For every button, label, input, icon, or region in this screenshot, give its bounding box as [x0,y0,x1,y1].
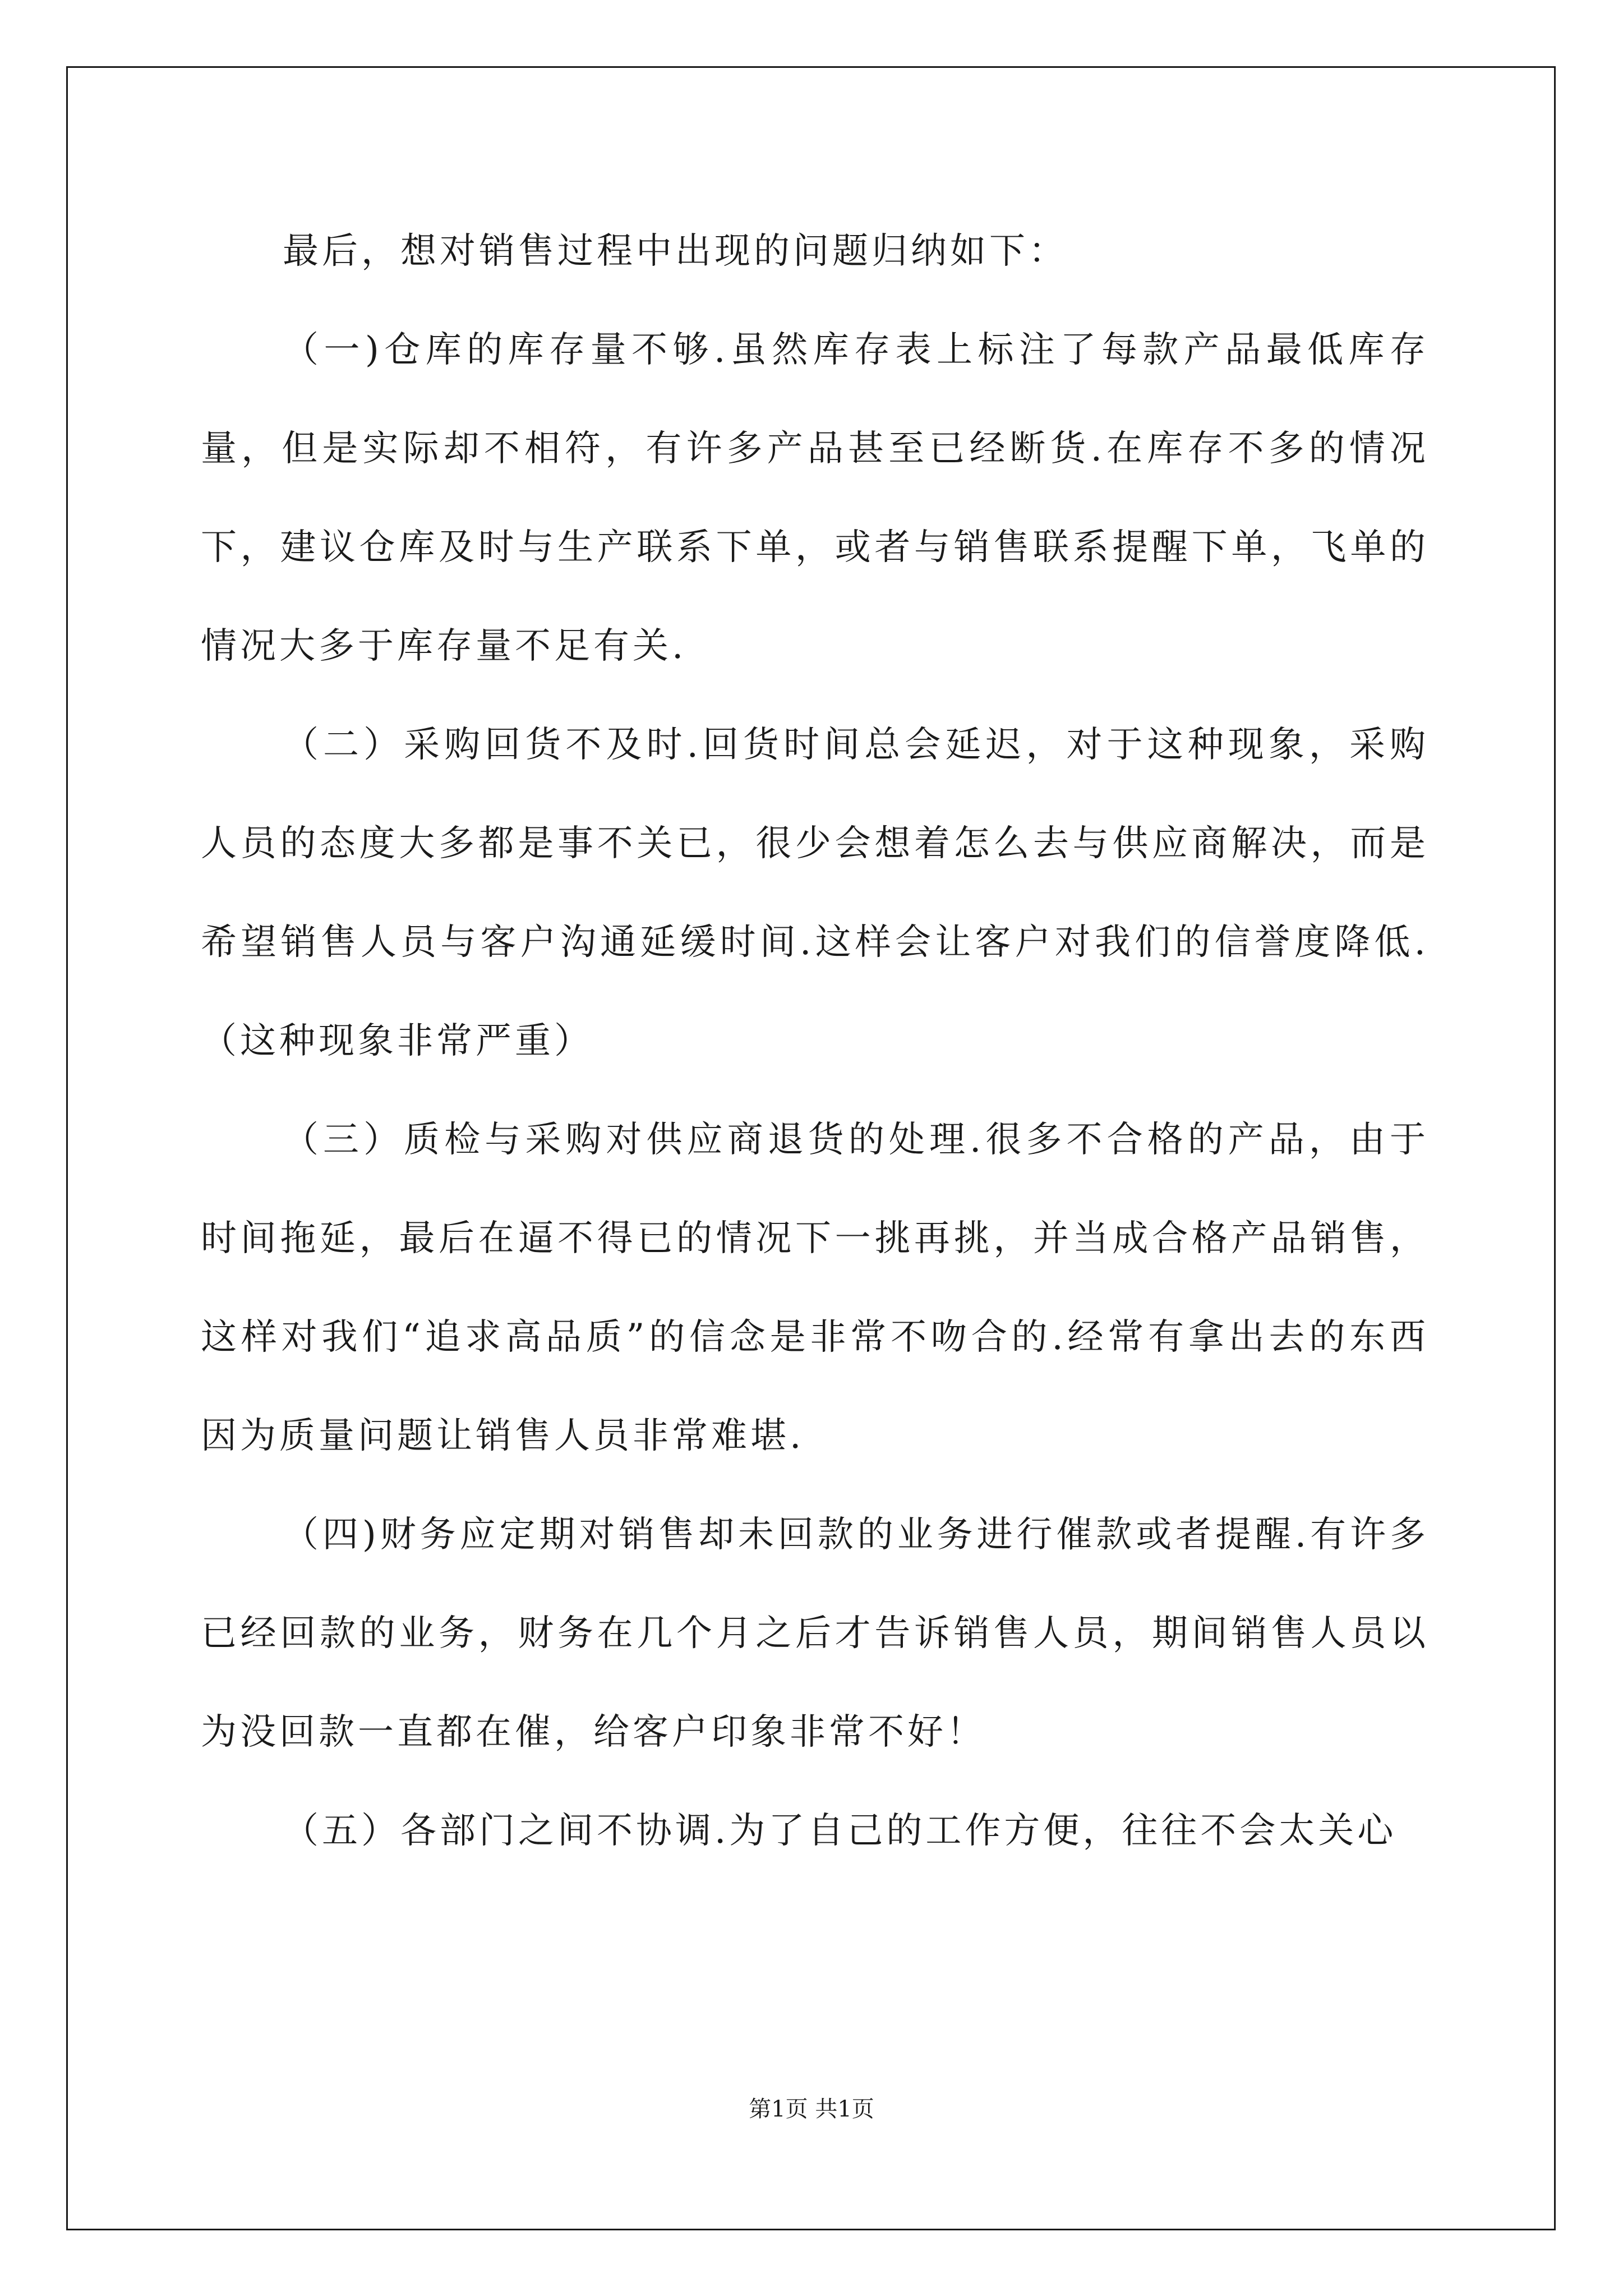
paragraph-item-5: （五）各部门之间不协调.为了自己的工作方便，往往不会太关心 [283,1810,1397,1852]
paragraph-intro: 最后，想对销售过程中出现的问题归纳如下： [283,231,1068,272]
paragraph-item-3: （三）质检与采购对供应商退货的处理.很多不合格的产品，由于时间拖延，最后在逼不得已的情况下一挑再挑，并当成合格产品销售，这样对我们“追求高品质”的信念是非常不吻合的.经常有拿出去的东西因为质量问题让销售人员非常难堪. [201,1119,1429,1457]
document-body [201,202,1429,1880]
paragraph-item-1: （一)仓库的库存量不够.虽然库存表上标注了每款产品最低库存量，但是实际却不相符，有许多产品甚至已经断货.在库存不多的情况下，建议仓库及时与生产联系下单，或者与销售联系提醒下单，飞单的情况大多于库存量不足有关. [201,329,1429,667]
paragraph-item-4: （四)财务应定期对销售却未回款的业务进行催款或者提醒.有许多已经回款的业务，财务在几个月之后才告诉销售人员，期间销售人员以为没回款一直都在催，给客户印象非常不好！ [201,1514,1429,1753]
page-number-footer: 第1页 共1页 [749,2096,874,2122]
paragraph-item-2: （二）采购回货不及时.回货时间总会延迟，对于这种现象，采购人员的态度大多都是事不关已，很少会想着怎么去与供应商解决，而是希望销售人员与客户沟通延缓时间.这样会让客户对我们的信誉度降低.（这种现象非常严重） [201,724,1429,1062]
